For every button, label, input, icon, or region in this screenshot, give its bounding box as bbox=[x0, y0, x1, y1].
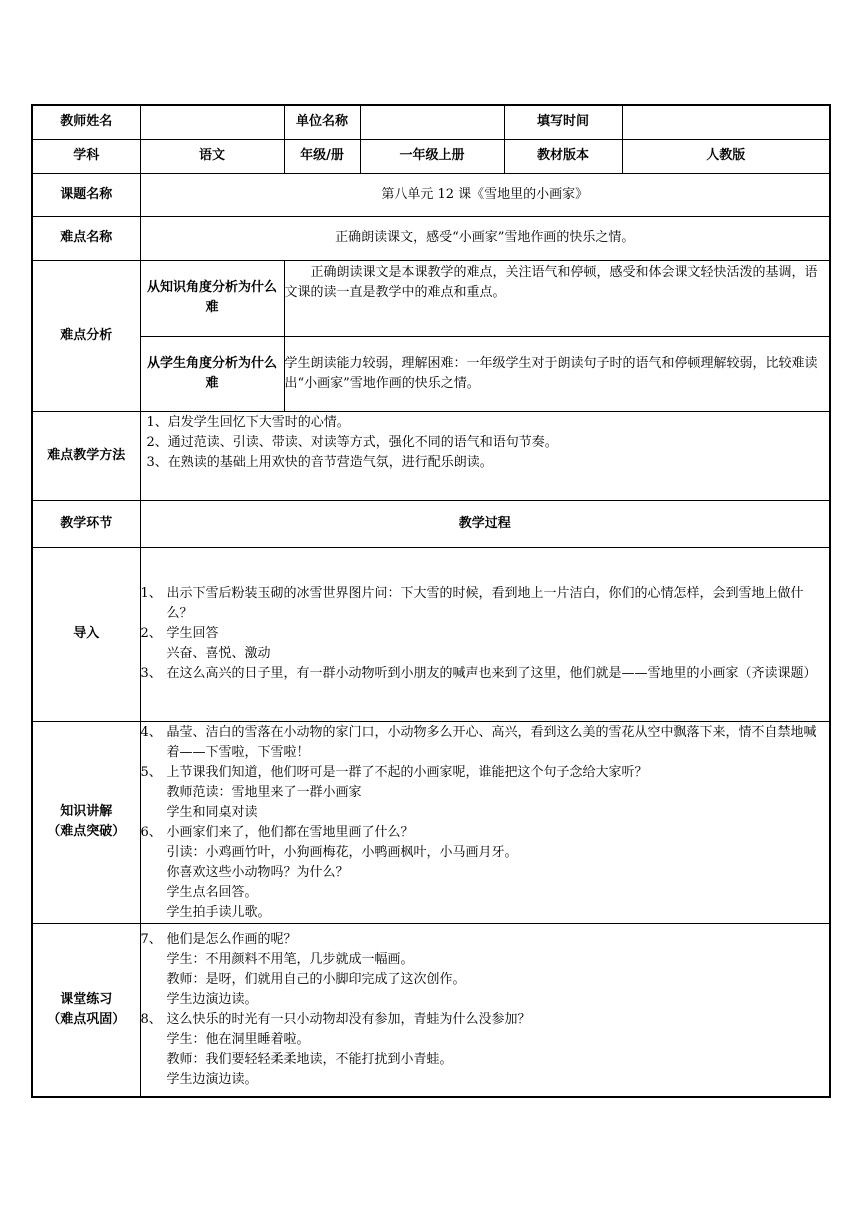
topic-row bbox=[32, 173, 830, 216]
knowledge-angle-label: 从知识角度分析为什么难 bbox=[140, 260, 284, 336]
item-subline: 教师：我们要轻轻柔柔地读，不能打扰到小青蛙。 bbox=[166, 1051, 453, 1067]
item-text: 他们是怎么作画的呢？ bbox=[166, 931, 297, 947]
method-item: 1、启发学生回忆下大雪时的心情。 bbox=[146, 414, 350, 430]
student-angle-label: 从学生角度分析为什么难 bbox=[140, 336, 284, 411]
analysis-row-knowledge bbox=[32, 260, 830, 336]
list-item bbox=[141, 664, 830, 684]
list-item bbox=[141, 1010, 830, 1030]
student-angle-text: 学生朗读能力较弱，理解困难：一年级学生对于朗读句子时的语气和停顿理解较弱，比较难读出“小画家”雪地作画的快乐之情。 bbox=[284, 336, 830, 411]
practice-label bbox=[32, 923, 140, 1097]
intro-content bbox=[140, 547, 830, 721]
item-number: 6、 bbox=[140, 824, 162, 840]
analysis-label: 难点分析 bbox=[32, 260, 140, 411]
subject-label: 学科 bbox=[32, 139, 140, 173]
subject-value: 语文 bbox=[140, 139, 284, 173]
teacher-value bbox=[140, 105, 284, 139]
item-subline: 学生和同桌对读 bbox=[166, 804, 258, 820]
item-number: 8、 bbox=[140, 1011, 162, 1027]
method-item: 2、通过范读、引读、带读、对读等方式，强化不同的语气和语句节奏。 bbox=[146, 434, 558, 450]
header-row-1 bbox=[32, 105, 830, 139]
knowledge-angle-text: 正确朗读课文是本课教学的难点，关注语气和停顿，感受和体会课文轻快活泼的基调，语文课的读一直是教学中的难点和重点。 bbox=[284, 260, 830, 336]
methods-row bbox=[32, 411, 830, 500]
item-subline: 学生：他在洞里睡着啦。 bbox=[166, 1031, 310, 1047]
list-item bbox=[141, 584, 830, 624]
item-subline: 学生边演边读。 bbox=[166, 1071, 258, 1087]
unit-value bbox=[360, 105, 504, 139]
time-label: 填写时间 bbox=[504, 105, 622, 139]
item-subline: 引读：小鸡画竹叶，小狗画梅花，小鸭画枫叶，小马画月牙。 bbox=[166, 844, 518, 860]
knowledge-content bbox=[140, 721, 830, 923]
item-number: 3、 bbox=[140, 666, 162, 681]
list-item bbox=[141, 823, 830, 843]
practice-content bbox=[140, 923, 830, 1097]
methods-label: 难点教学方法 bbox=[32, 411, 140, 500]
item-text: 这么快乐的时光有一只小动物却没有参加，青蛙为什么没参加？ bbox=[166, 1011, 531, 1027]
item-subline: 你喜欢这些小动物吗？为什么？ bbox=[166, 864, 349, 880]
item-number: 5、 bbox=[140, 764, 162, 780]
item-number: 4、 bbox=[140, 724, 162, 740]
item-subline: 学生拍手读儿歌。 bbox=[166, 904, 271, 920]
analysis-row-student bbox=[32, 336, 830, 411]
header-row-2 bbox=[32, 139, 830, 173]
item-text: 晶莹、洁白的雪落在小动物的家门口，小动物多么开心、高兴，看到这么美的雪花从空中飘落下来，情不自禁地喊着——下雪啦，下雪啦！ bbox=[166, 724, 817, 760]
list-item bbox=[141, 723, 830, 763]
grade-value: 一年级上册 bbox=[360, 139, 504, 173]
item-text: 小画家们来了，他们都在雪地里画了什么？ bbox=[166, 824, 414, 840]
unit-label: 单位名称 bbox=[284, 105, 360, 139]
list-item bbox=[141, 763, 830, 783]
topic-label: 课题名称 bbox=[32, 173, 140, 216]
topic-value: 第八单元 12 课《雪地里的小画家》 bbox=[140, 173, 830, 216]
item-text: 在这么高兴的日子里，有一群小动物听到小朋友的喊声也来到了这里，他们就是——雪地里的小画家（齐读课题） bbox=[166, 666, 817, 681]
intro-row bbox=[32, 547, 830, 721]
stage-label: 教学环节 bbox=[32, 500, 140, 547]
item-text: 上节课我们知道，他们呀可是一群了不起的小画家呢，谁能把这个句子念给大家听？ bbox=[166, 764, 648, 780]
practice-label-main: 课堂练习 bbox=[60, 991, 113, 1007]
intro-label: 导入 bbox=[32, 547, 140, 721]
knowledge-label-sub: （难点突破） bbox=[47, 824, 126, 839]
practice-label-sub: （难点巩固） bbox=[47, 1011, 126, 1027]
edition-label: 教材版本 bbox=[504, 139, 622, 173]
item-number: 2、 bbox=[140, 626, 162, 641]
difficulty-value: 正确朗读课文，感受“小画家”雪地作画的快乐之情。 bbox=[140, 216, 830, 260]
item-subline: 兴奋、喜悦、激动 bbox=[166, 646, 271, 661]
list-item bbox=[141, 624, 830, 644]
item-subline: 学生点名回答。 bbox=[166, 884, 258, 900]
difficulty-label: 难点名称 bbox=[32, 216, 140, 260]
item-subline: 学生边演边读。 bbox=[166, 991, 258, 1007]
knowledge-label-main: 知识讲解 bbox=[60, 804, 113, 819]
knowledge-row bbox=[32, 721, 830, 923]
item-text: 学生回答 bbox=[166, 626, 219, 641]
knowledge-label bbox=[32, 721, 140, 923]
item-subline: 教师范读：雪地里来了一群小画家 bbox=[166, 784, 362, 800]
process-label: 教学过程 bbox=[140, 500, 830, 547]
process-header-row bbox=[32, 500, 830, 547]
time-value bbox=[622, 105, 830, 139]
item-number: 7、 bbox=[140, 931, 162, 947]
methods-list bbox=[140, 411, 830, 500]
item-subline: 学生：不用颜料不用笔，几步就成一幅画。 bbox=[166, 951, 414, 967]
grade-label: 年级/册 bbox=[284, 139, 360, 173]
item-subline: 教师：是呀，们就用自己的小脚印完成了这次创作。 bbox=[166, 971, 466, 987]
edition-value: 人教版 bbox=[622, 139, 830, 173]
lesson-plan-table bbox=[31, 104, 831, 1098]
item-number: 1、 bbox=[140, 586, 162, 601]
difficulty-row bbox=[32, 216, 830, 260]
list-item bbox=[141, 930, 830, 950]
practice-row bbox=[32, 923, 830, 1097]
method-item: 3、在熟读的基础上用欢快的音节营造气氛，进行配乐朗读。 bbox=[146, 454, 493, 470]
item-text: 出示下雪后粉装玉砌的冰雪世界图片问：下大雪的时候，看到地上一片洁白，你们的心情怎样，会到雪地上做什么？ bbox=[166, 586, 804, 621]
teacher-label: 教师姓名 bbox=[32, 105, 140, 139]
